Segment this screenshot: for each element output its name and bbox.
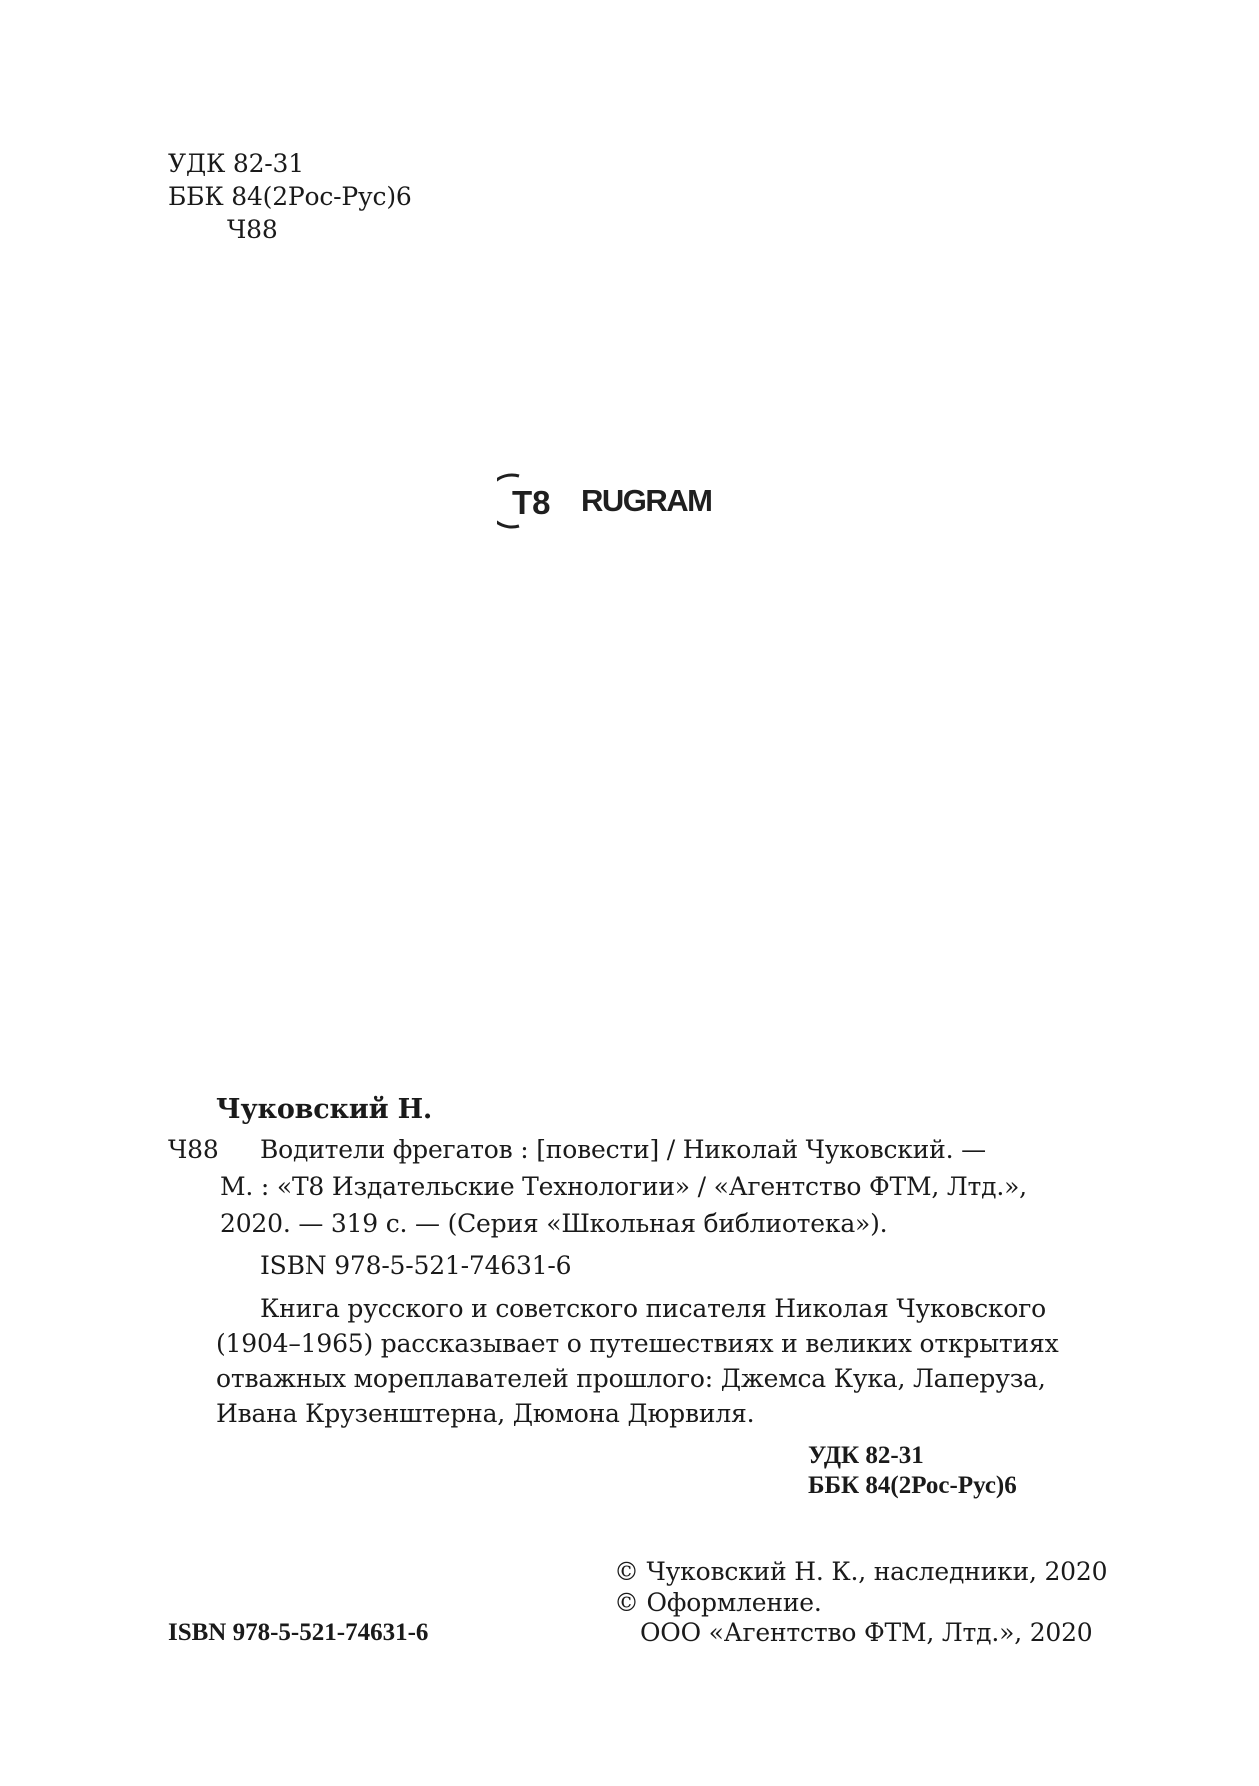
footer-isbn: ISBN 978-5-521-74631-6 [168,1619,429,1646]
classification-udk: УДК 82-31 [808,1442,924,1469]
t8-rugram-logo-icon [497,470,581,532]
logo-name: RUGRAM [581,483,712,518]
header-bbk: ББК 84(2Рос-Рус)6 [168,182,412,211]
copyright-publisher: ООО «Агентство ФТМ, Лтд.», 2020 [640,1618,1093,1647]
author-code: Ч88 [168,1135,219,1164]
bibliography-isbn: ISBN 978-5-521-74631-6 [260,1251,572,1280]
publisher-logo [497,470,712,532]
bibliography-line: Водители фрегатов : [повести] / Николай Чуковский. — [260,1135,986,1164]
header-author-code: Ч88 [227,215,278,244]
author-name: Чуковский Н. [216,1094,433,1125]
bibliography-line: М. : «Т8 Издательские Технологии» / «Агентство ФТМ, Лтд.», [220,1172,1027,1201]
copyright-design: © Оформление. [614,1588,822,1617]
annotation-line: (1904–1965) рассказывает о путешествиях и великих открытиях [216,1329,1059,1358]
bibliography-line: 2020. — 319 с. — (Серия «Школьная библиотека»). [220,1209,888,1238]
annotation-line: отважных мореплавателей прошлого: Джемса Кука, Лаперуза, [216,1364,1046,1393]
classification-bbk: ББК 84(2Рос-Рус)6 [808,1472,1017,1499]
header-udk: УДК 82-31 [168,149,304,178]
copyright-author: © Чуковский Н. К., наследники, 2020 [614,1557,1108,1586]
annotation-line: Ивана Крузенштерна, Дюмона Дюрвиля. [216,1399,755,1428]
annotation-line: Книга русского и советского писателя Николая Чуковского [260,1294,1046,1323]
logo-mark: T8 [512,484,551,521]
